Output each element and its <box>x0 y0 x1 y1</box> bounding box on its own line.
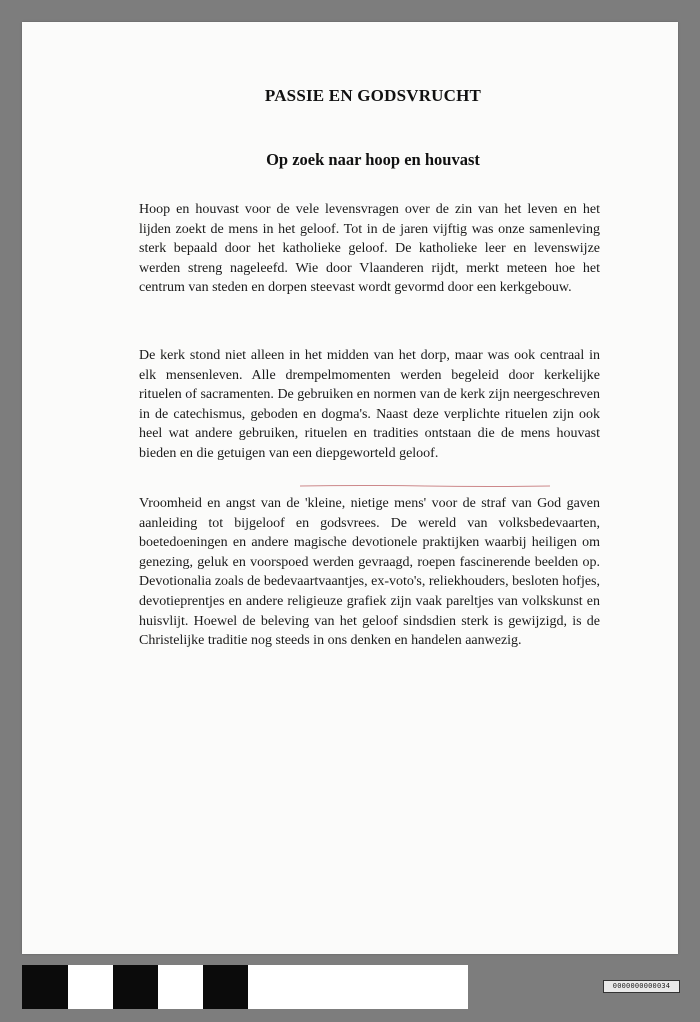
paragraph-2: De kerk stond niet alleen in het midden van het dorp, maar was ook centraal in elk mensenleven. Alle drempelmomenten werden begeleid door kerkelijke rituelen of sacramenten. De gebruiken en normen van de kerk zijn neergeschreven in de catechismus, geboden en dogma's. Naast deze verplichte rituelen zijn ook heel wat andere gebruiken, rituelen en tradities ontstaan die de mens houvast bieden en die getuigen van een diepgeworteld geloof. <box>139 348 600 461</box>
paragraph-3: Vroomheid en angst van de 'kleine, nietige mens' voor de straf van God gaven aanleiding tot bijgeloof en godsvrees. De wereld van volksbedevaarten, boetedoeningen en andere magische devotionele praktijken waarbij heiligen om genezing, geluk en voorspoed werden gevraagd, roepen fascinerende beelden op. Devotionalia zoals de bedevaartvaantjes, ex-voto's, reliekhouders, besloten hofjes, devotieprentjes en andere religieuze grafiek zijn vaak pareltjes van volkskunst en huisvlijt. Hoewel de beleving van het geloof sindsdien sterk is gewijzigd, is de Christelijke traditie nog steeds in ons denken en handelen aanwezig. <box>139 496 600 649</box>
archive-barcode-label: 0000000000034 <box>603 980 680 993</box>
calibration-block-black-3 <box>203 965 248 1009</box>
paragraph-1: Hoop en houvast voor de vele levensvragen over de zin van het leven en het lijden zoekt de mens in het geloof. Tot in de jaren vijftig was onze samenleving sterk bepaald door het katholieke geloof. De katholieke leer en levenswijze werden streng nageleefd. Wie door Vlaanderen rijdt, merkt meteen hoe het centrum van steden en dorpen steevast wordt gevormd door een kerkgebouw. <box>139 202 600 296</box>
calibration-block-white-1 <box>68 965 113 1009</box>
calibration-block-white-3 <box>248 965 468 1009</box>
document-title: PASSIE EN GODSVRUCHT <box>264 86 482 105</box>
document-subtitle: Op zoek naar hoop en houvast <box>266 150 480 169</box>
handwritten-underline <box>300 485 550 487</box>
calibration-block-black-2 <box>113 965 158 1009</box>
calibration-block-black-1 <box>22 965 68 1009</box>
calibration-block-white-2 <box>158 965 203 1009</box>
